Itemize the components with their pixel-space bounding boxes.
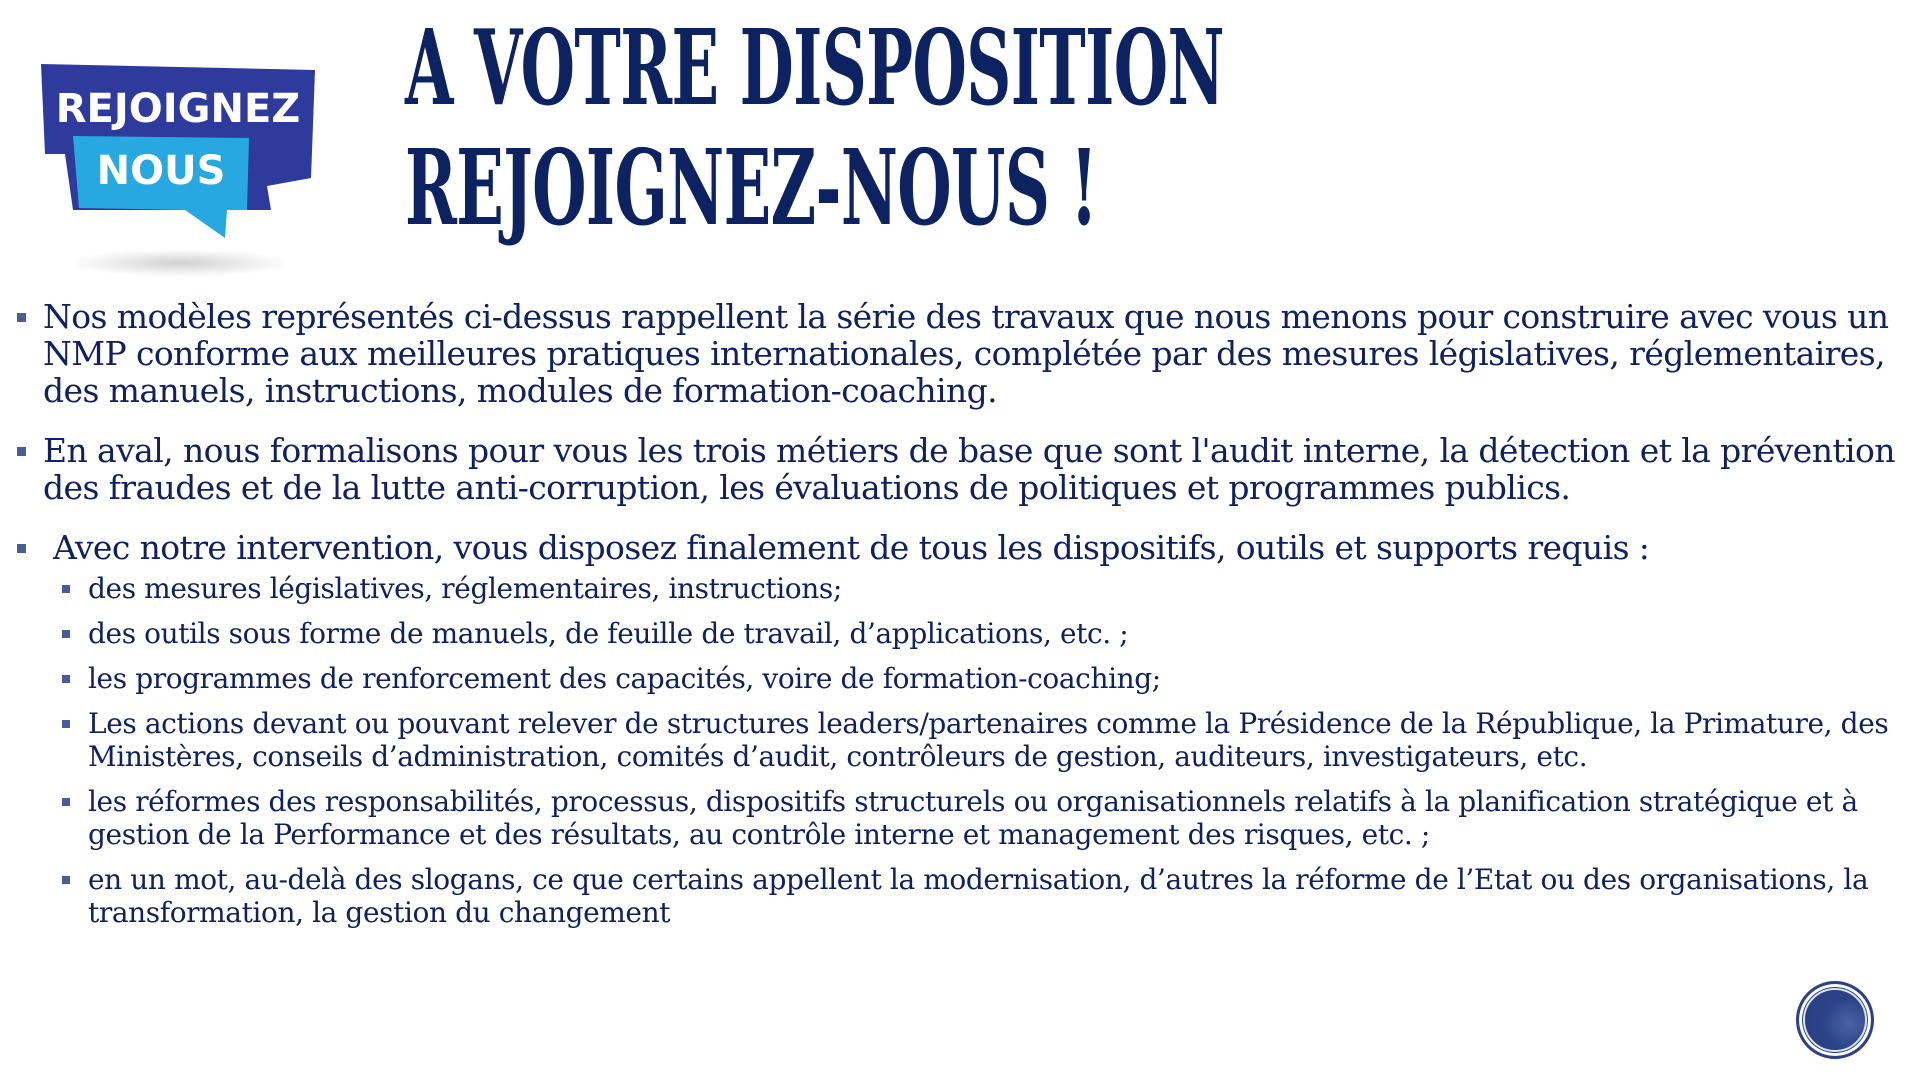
square-bullet-icon	[62, 876, 70, 884]
square-bullet-icon	[17, 313, 26, 322]
sub-bullet-item	[0, 707, 1900, 773]
bullet-item	[0, 298, 1900, 409]
bullet-text: Avec notre intervention, vous disposez finalement de tous les dispositifs, outils et supports requis :	[53, 528, 1650, 567]
logo-shadow	[75, 250, 285, 276]
title-line-1: A VOTRE DISPOSITION	[405, 6, 1224, 129]
sub-bullet-text: en un mot, au-delà des slogans, ce que certains appellent la modernisation, d’autres la réforme de l’Etat ou des organisations, la transformation, la gestion du changement	[88, 863, 1869, 929]
sub-bullet-item	[0, 617, 1900, 650]
sub-bullet-text: les réformes des responsabilités, processus, dispositifs structurels ou organisationnels relatifs à la planification stratégique et à gestion de la Performance et des résultats, au contrôle interne et management des risques, etc. ;	[88, 785, 1858, 851]
title-line-2: REJOIGNEZ-NOUS !	[405, 126, 1098, 249]
bullet-text: Nos modèles représentés ci-dessus rappellent la série des travaux que nous menons pour construire avec vous un NMP conforme aux meilleures pratiques internationales, complétée par des mesures législatives, réglementaires, des manuels, instructions, modules de formation-coaching.	[43, 297, 1889, 410]
decorative-circle-icon	[1796, 981, 1874, 1059]
bullet-item	[0, 432, 1900, 506]
sub-bullet-text: Les actions devant ou pouvant relever de structures leaders/partenaires comme la Présidence de la République, la Primature, des Ministères, conseils d’administration, comités d’audit, contrôleurs de gestion, auditeurs, investigateurs, etc.	[88, 707, 1889, 773]
sub-bullet-text: des mesures législatives, réglementaires, instructions;	[88, 572, 842, 605]
square-bullet-icon	[62, 720, 70, 728]
sub-bullet-text: des outils sous forme de manuels, de feuille de travail, d’applications, etc. ;	[88, 617, 1129, 650]
sub-bullet-text: les programmes de renforcement des capacités, voire de formation-coaching;	[88, 662, 1161, 695]
sub-bullet-item	[0, 662, 1900, 695]
bullet-item	[0, 529, 1900, 566]
slide-title	[405, 8, 1224, 248]
square-bullet-icon	[17, 447, 26, 456]
svg-text:REJOIGNEZ: REJOIGNEZ	[55, 86, 301, 132]
square-bullet-icon	[62, 585, 70, 593]
square-bullet-icon	[62, 630, 70, 638]
svg-text:NOUS: NOUS	[96, 148, 226, 194]
sub-bullet-item	[0, 572, 1900, 605]
bullet-list	[0, 298, 1900, 566]
square-bullet-icon	[62, 798, 70, 806]
sub-bullet-item	[0, 785, 1900, 851]
sub-bullet-list	[0, 572, 1900, 929]
bullet-text: En aval, nous formalisons pour vous les trois métiers de base que sont l'audit interne, la détection et la prévention des fraudes et de la lutte anti-corruption, les évaluations de politiques et programmes publics.	[43, 431, 1895, 507]
square-bullet-icon	[17, 544, 26, 553]
square-bullet-icon	[62, 675, 70, 683]
sub-bullet-item	[0, 863, 1900, 929]
slide-body	[0, 298, 1900, 941]
